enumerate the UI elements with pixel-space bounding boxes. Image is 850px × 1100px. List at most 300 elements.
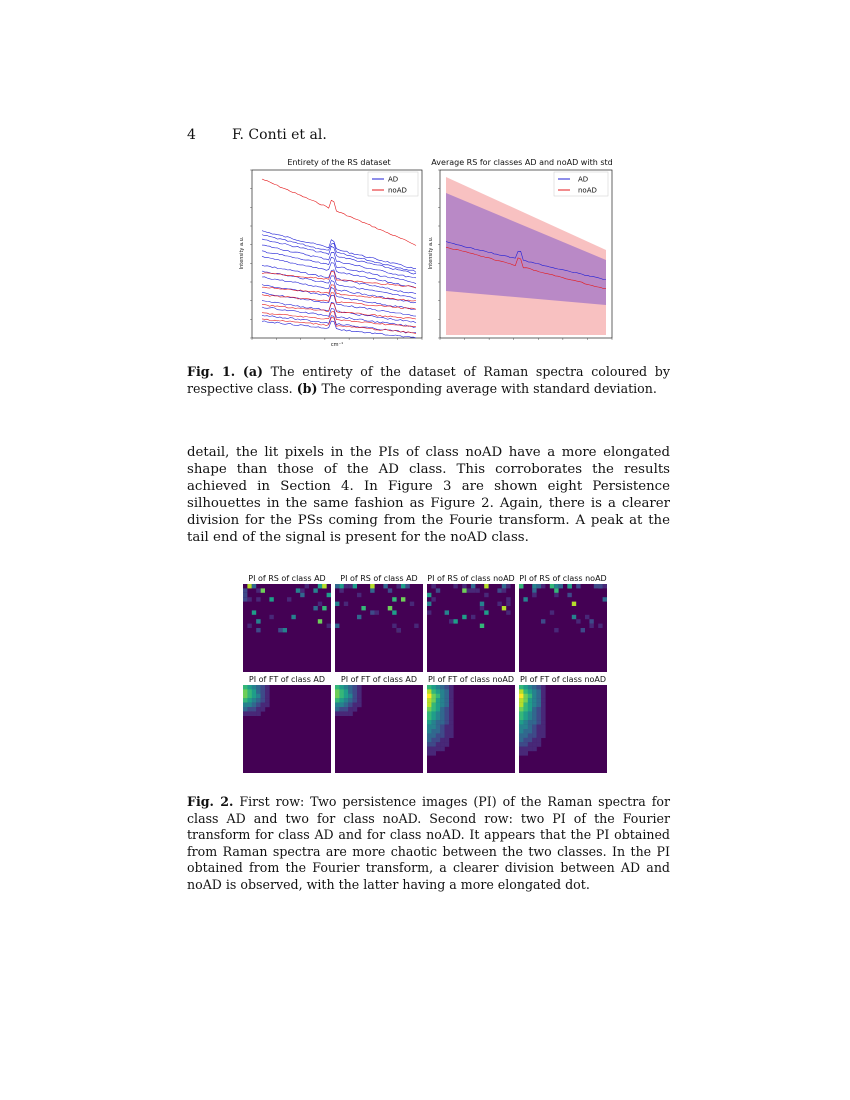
pi-pixel [427,742,432,747]
spectrum-ad [262,231,416,269]
figure-1 [234,155,620,350]
pi-pixel [445,689,450,694]
pi-pixel [431,729,436,734]
pi-pixel [427,711,432,716]
pi-pixel [523,711,528,716]
pi-pixel [554,593,558,597]
pi-pixel [541,584,545,588]
pi-pixel [537,685,542,690]
legend-ad: AD [578,175,589,184]
pi-pixel [572,615,576,619]
pi-pixel [440,725,445,730]
pi-pixel [436,685,441,690]
pi-pixel [523,685,528,690]
fig2-row-ft [243,675,607,773]
spectrum-ad [262,239,416,274]
pi-pixel [431,751,436,756]
pi-pixel [256,689,261,694]
pi-pixel [532,685,537,690]
pi-panel-title: PI of FT of class noAD [427,675,515,684]
pi-pixel [445,733,450,738]
pi-pixel [506,597,510,601]
pi-pixel [265,703,270,708]
pi-pixel [532,703,537,708]
pi-pixel [519,725,524,730]
pi-pixel [523,703,528,708]
pi-pixel [427,716,432,721]
pi-pixel [256,694,261,699]
pi-pixel [287,597,291,601]
pi-pixel [532,593,536,597]
pi-pixel [427,703,432,708]
pi-pixel [427,685,432,690]
pi-pixel [449,729,454,734]
fig1-caption-label: Fig. 1. [187,364,236,379]
pi-pixel [427,738,432,743]
pi-pixel [339,711,344,716]
pi-pixel [471,584,475,588]
pi-pixel [269,615,273,619]
pi-panel-title: PI of RS of class noAD [427,574,515,583]
pi-pixel [436,716,441,721]
pi-pixel [247,624,251,628]
pi-pixel [243,703,248,708]
pi-pixel [502,584,506,588]
pi-pixel [537,716,542,721]
pi-pixel [475,588,479,592]
pi-pixel [256,619,260,623]
pi-pixel [532,716,537,721]
pi-panel-title: PI of RS of class AD [340,574,418,583]
pi-pixel [335,584,339,588]
pi-pixel [431,747,436,752]
pi-pixel [339,689,344,694]
pi-pixel [445,720,450,725]
pi-pixel [462,584,466,588]
pi-pixel [344,703,349,708]
pi-pixel [436,707,441,712]
fig1b-legend [554,172,608,196]
pi-pixel [537,729,542,734]
pi-pixel [449,703,454,708]
pi-rs-panel [519,584,607,672]
pi-pixel [348,694,353,699]
pi-pixel [243,689,248,694]
pi-pixel [554,584,558,588]
pi-pixel [291,615,295,619]
pi-pixel [532,747,537,752]
pi-rs-panel [427,584,515,672]
pi-panel-title: PI of RS of class AD [248,574,326,583]
pi-pixel [335,703,340,708]
pi-pixel [440,694,445,699]
pi-pixel [431,694,436,699]
pi-pixel [256,588,260,592]
pi-pixel [427,602,431,606]
pi-pixel [247,707,252,712]
pi-pixel [589,624,593,628]
pi-pixel [392,597,396,601]
pi-pixel [436,711,441,716]
pi-pixel [261,703,266,708]
pi-rs-panel [335,584,423,672]
pi-pixel [405,584,409,588]
pi-pixel [436,738,441,743]
pi-pixel [357,685,362,690]
pi-pixel [445,716,450,721]
pi-pixel [335,602,339,606]
pi-pixel [528,747,533,752]
pi-pixel [554,628,558,632]
pi-pixel [427,694,432,699]
pi-pixel [353,694,358,699]
pi-pixel [528,720,533,725]
pi-pixel [532,698,537,703]
pi-pixel [436,733,441,738]
pi-pixel [528,698,533,703]
pi-pixel [519,689,524,694]
pi-pixel [462,615,466,619]
pi-pixel [397,584,401,588]
legend-noad: noAD [388,186,407,195]
pi-pixel [261,707,266,712]
pi-pixel [252,694,257,699]
pi-pixel [313,588,317,592]
pi-pixel [427,725,432,730]
pi-pixel [375,610,379,614]
pi-pixel [445,610,449,614]
pi-pixel [449,694,454,699]
figure-1-caption [187,364,670,397]
pi-pixel [523,689,528,694]
pi-pixel [537,698,542,703]
pi-pixel [594,584,598,588]
pi-pixel [523,694,528,699]
pi-pixel [532,725,537,730]
pi-pixel [414,624,418,628]
pi-pixel [335,694,340,699]
pi-pixel [348,685,353,690]
pi-pixel [383,584,387,588]
pi-pixel [519,694,524,699]
pi-pixel [523,720,528,725]
pi-pixel [353,698,358,703]
pi-pixel [327,624,331,628]
pi-pixel [449,685,454,690]
pi-pixel [537,584,541,588]
pi-pixel [519,698,524,703]
pi-pixel [318,619,322,623]
pi-pixel [431,685,436,690]
pi-pixel [252,689,257,694]
pi-pixel [528,707,533,712]
pi-pixel [445,738,450,743]
pi-pixel [261,588,265,592]
pi-pixel [603,584,607,588]
pi-pixel [410,602,414,606]
pi-pixel [344,689,349,694]
pi-pixel [247,584,251,588]
pi-pixel [353,689,358,694]
pi-pixel [357,694,362,699]
pi-pixel [247,689,252,694]
pi-pixel [585,615,589,619]
legend-noad: noAD [578,186,597,195]
pi-pixel [431,703,436,708]
pi-pixel [427,610,431,614]
pi-pixel [339,694,344,699]
pi-pixel [471,615,475,619]
pi-ft-panel [243,685,331,773]
pi-pixel [519,751,524,756]
pi-pixel [256,628,260,632]
pi-pixel [427,751,432,756]
pi-pixel [445,685,450,690]
pi-pixel [322,584,326,588]
pi-pixel [357,615,361,619]
pi-pixel [339,707,344,712]
fig2-caption-label: Fig. 2. [187,794,234,809]
pi-pixel [436,588,440,592]
pi-pixel [265,685,270,690]
pi-pixel [436,694,441,699]
pi-pixel [449,698,454,703]
pi-pixel [256,707,261,712]
pi-pixel [247,711,252,716]
pi-pixel [243,685,248,690]
pi-background [427,584,515,672]
pi-pixel [440,733,445,738]
pi-panel-title: PI of FT of class AD [340,675,418,684]
pi-pixel [471,588,475,592]
pi-pixel [537,711,542,716]
pi-pixel [528,685,533,690]
pi-pixel [445,742,450,747]
pi-pixel [353,685,358,690]
pi-pixel [528,738,533,743]
pi-pixel [427,707,432,712]
pi-pixel [502,606,506,610]
pi-pixel [541,733,546,738]
pi-pixel [449,716,454,721]
pi-pixel [261,685,266,690]
pi-ft-panel [335,685,423,773]
pi-pixel [519,738,524,743]
pi-pixel [532,711,537,716]
pi-pixel [252,703,257,708]
pi-pixel [502,588,506,592]
pi-panel-title: PI of FT of class noAD [519,675,607,684]
pi-pixel [344,711,349,716]
fig1-caption-a: (a) [242,364,263,379]
pi-pixel [353,707,358,712]
pi-pixel [335,711,340,716]
pi-pixel [392,624,396,628]
pi-pixel [445,729,450,734]
pi-pixel [537,694,542,699]
pi-ft-panel [519,685,607,773]
pi-pixel [537,703,542,708]
pi-pixel [318,584,322,588]
fig1a-legend [368,172,418,196]
pi-pixel [431,733,436,738]
pi-pixel [339,685,344,690]
pi-pixel [440,703,445,708]
pi-pixel [344,698,349,703]
pi-pixel [339,703,344,708]
pi-pixel [440,685,445,690]
pi-pixel [431,584,435,588]
pi-pixel [449,711,454,716]
pi-pixel [361,606,365,610]
pi-pixel [523,742,528,747]
pi-pixel [269,597,273,601]
pi-pixel [243,698,248,703]
pi-pixel [427,689,432,694]
pi-pixel [344,602,348,606]
pi-pixel [519,742,524,747]
pi-pixel [335,689,340,694]
pi-pixel [449,707,454,712]
pi-pixel [462,588,466,592]
body-paragraph: detail, the lit pixels in the PIs of class noAD have a more elongated shape than those of the AD class. This corroborates the results achieved in Section 4. In Figure 3 are shown eight Persistence silhouettes in the same fashion as Figure 2. Again, there is a clearer division for the PSs coming from the Fourie transform. A peak at the tail end of the signal is present for the noAD class. [187,445,670,545]
pi-pixel [327,593,331,597]
pi-pixel [440,742,445,747]
pi-pixel [445,694,450,699]
pi-pixel [497,602,501,606]
pi-pixel [532,738,537,743]
pi-pixel [370,610,374,614]
pi-pixel [532,694,537,699]
pi-pixel [335,707,340,712]
pi-pixel [247,703,252,708]
pi-pixel [296,588,300,592]
pi-pixel [427,747,432,752]
pi-pixel [567,593,571,597]
pi-pixel [392,610,396,614]
pi-pixel [252,610,256,614]
pi-pixel [357,593,361,597]
pi-pixel [431,720,436,725]
pi-pixel [247,698,252,703]
pi-pixel [431,698,436,703]
pi-pixel [265,689,270,694]
pi-pixel [243,707,248,712]
pi-pixel [313,606,317,610]
pi-pixel [532,742,537,747]
page-number: 4 [187,127,196,143]
pi-pixel [401,584,405,588]
pi-pixel [559,584,563,588]
pi-pixel [252,698,257,703]
pi-pixel [339,588,343,592]
pi-pixel [252,685,257,690]
pi-pixel [598,584,602,588]
pi-pixel [335,698,340,703]
pi-pixel [550,584,554,588]
pi-pixel [436,729,441,734]
pi-pixel [523,738,528,743]
pi-pixel [440,729,445,734]
fig2-caption-text: First row: Two persistence images (PI) of the Raman spectra for class AD and two for class noAD. Second row: two PI of the Fourier transform for class AD and for class noAD. It appears that the PI obtained from Raman spectra are more chaotic between the two classes. In the PI obtained from the Fourier transform, a clearer division between AD and noAD is observed, with the latter having a more elongated dot. [187,794,670,892]
pi-pixel [436,742,441,747]
pi-pixel [532,733,537,738]
pi-pixel [567,584,571,588]
pi-pixel [440,689,445,694]
pi-pixel [572,602,576,606]
fig1-caption-b: (b) [296,380,318,396]
pi-pixel [480,606,484,610]
legend-ad: AD [388,175,399,184]
pi-pixel [431,716,436,721]
pi-pixel [388,606,392,610]
pi-pixel [427,733,432,738]
pi-pixel [436,747,441,752]
pi-pixel [243,588,247,592]
pi-pixel [431,711,436,716]
pi-pixel [541,720,546,725]
pi-pixel [318,602,322,606]
pi-pixel [353,703,358,708]
pi-pixel [537,707,542,712]
pi-pixel [453,584,457,588]
pi-pixel [440,716,445,721]
pi-pixel [431,742,436,747]
pi-pixel [528,742,533,747]
pi-pixel [537,733,542,738]
pi-pixel [519,703,524,708]
pi-pixel [484,610,488,614]
pi-pixel [528,729,533,734]
pi-pixel [541,716,546,721]
pi-pixel [449,689,454,694]
pi-pixel [576,619,580,623]
pi-pixel [388,588,392,592]
pi-pixel [537,720,542,725]
pi-pixel [445,707,450,712]
pi-pixel [484,593,488,597]
pi-pixel [537,738,542,743]
pi-panel-title: PI of RS of class noAD [519,574,607,583]
figure-2 [240,570,620,775]
pi-pixel [445,698,450,703]
pi-pixel [261,698,266,703]
pi-pixel [506,610,510,614]
pi-pixel [348,707,353,712]
pi-pixel [519,733,524,738]
pi-pixel [256,703,261,708]
pi-pixel [523,698,528,703]
pi-pixel [576,584,580,588]
pi-pixel [427,698,432,703]
fig1-caption-b-text: The corresponding average with standard deviation. [317,380,657,396]
pi-pixel [265,694,270,699]
pi-pixel [440,707,445,712]
fig2-row-rs [243,574,607,672]
pi-pixel [344,694,349,699]
pi-pixel [523,747,528,752]
pi-pixel [480,624,484,628]
pi-pixel [589,619,593,623]
fig1a-spectra [262,179,416,338]
pi-panel-title: PI of FT of class AD [248,675,326,684]
pi-rs-panel [243,584,331,672]
pi-pixel [528,689,533,694]
pi-pixel [431,689,436,694]
pi-pixel [348,703,353,708]
pi-pixel [243,597,247,601]
pi-pixel [532,720,537,725]
